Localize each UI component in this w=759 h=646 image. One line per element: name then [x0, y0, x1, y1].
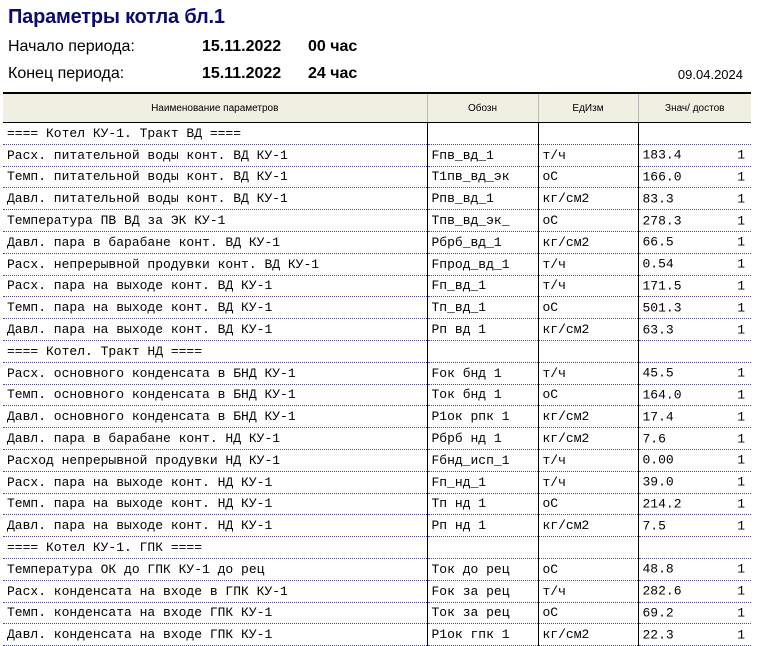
cell-code: Fпрод_вд_1	[427, 253, 538, 275]
reliability-count: 1	[737, 605, 745, 621]
reliability-count: 1	[737, 496, 745, 512]
period-start-hour: 00 час	[308, 38, 358, 55]
table-row	[3, 231, 751, 253]
cell-code	[427, 537, 538, 559]
table-row	[3, 406, 751, 428]
section-title: ==== Котел. Тракт НД ====	[3, 340, 427, 362]
cell-name: Расх. питательной воды конт. ВД КУ-1	[3, 144, 427, 166]
cell-unit: оС	[538, 166, 638, 188]
cell-value	[638, 362, 751, 384]
value-number: 282.6	[642, 583, 682, 599]
column-header-name: Наименование параметров	[3, 93, 427, 123]
table-row	[3, 493, 751, 515]
cell-code: Tок бнд 1	[427, 384, 538, 406]
table-row	[3, 297, 751, 319]
column-header-unit: ЕдИзм	[538, 93, 638, 123]
value-number: 7.6	[642, 431, 666, 447]
cell-unit: т/ч	[538, 449, 638, 471]
cell-name: Темп. пара на выходе конт. НД КУ-1	[3, 493, 427, 515]
cell-unit	[538, 340, 638, 362]
reliability-count: 1	[737, 191, 745, 207]
value-number: 63.3	[642, 322, 674, 338]
section-title: ==== Котел КУ-1. ГПК ====	[3, 537, 427, 559]
table-body	[3, 123, 751, 646]
cell-name: Температура ПВ ВД за ЭК КУ-1	[3, 210, 427, 232]
value-number: 45.5	[642, 365, 674, 381]
cell-name: Расход непрерывной продувки НД КУ-1	[3, 449, 427, 471]
cell-value	[638, 297, 751, 319]
table-row	[3, 210, 751, 232]
cell-value	[638, 275, 751, 297]
cell-value	[638, 253, 751, 275]
reliability-count: 1	[737, 278, 745, 294]
cell-name: Давл. питательной воды конт. ВД КУ-1	[3, 188, 427, 210]
period-end-hour: 24 час	[308, 65, 358, 82]
cell-value	[638, 319, 751, 341]
reliability-count: 1	[737, 169, 745, 185]
cell-code: Fп_нд_1	[427, 471, 538, 493]
cell-value	[638, 231, 751, 253]
cell-name: Темп. конденсата на входе ГПК КУ-1	[3, 602, 427, 624]
cell-code: Fбнд_исп_1	[427, 449, 538, 471]
cell-code: Fок бнд 1	[427, 362, 538, 384]
table-row	[3, 449, 751, 471]
cell-code: P1ок рпк 1	[427, 406, 538, 428]
cell-unit: оС	[538, 493, 638, 515]
cell-unit: т/ч	[538, 362, 638, 384]
cell-value	[638, 449, 751, 471]
reliability-count: 1	[737, 452, 745, 468]
table-header-row	[3, 93, 751, 123]
section-row	[3, 537, 751, 559]
reliability-count: 1	[737, 365, 745, 381]
cell-unit: кг/см2	[538, 624, 638, 646]
cell-name: Давл. пара в барабане конт. ВД КУ-1	[3, 231, 427, 253]
cell-name: Расх. конденсата на входе в ГПК КУ-1	[3, 580, 427, 602]
cell-code: T1пв_вд_эк	[427, 166, 538, 188]
cell-unit: оС	[538, 297, 638, 319]
cell-code: Fпв_вд_1	[427, 144, 538, 166]
cell-unit: т/ч	[538, 580, 638, 602]
cell-unit: т/ч	[538, 144, 638, 166]
cell-code: Pбрб нд 1	[427, 428, 538, 450]
cell-name: Давл. конденсата на входе ГПК КУ-1	[3, 624, 427, 646]
value-number: 39.0	[642, 474, 674, 490]
reliability-count: 1	[737, 322, 745, 338]
table-row	[3, 624, 751, 646]
cell-name: Темп. пара на выходе конт. ВД КУ-1	[3, 297, 427, 319]
reliability-count: 1	[737, 147, 745, 163]
table-row	[3, 188, 751, 210]
cell-name: Давл. основного конденсата в БНД КУ-1	[3, 406, 427, 428]
value-number: 48.8	[642, 561, 674, 577]
section-title: ==== Котел КУ-1. Тракт ВД ====	[3, 123, 427, 145]
cell-name: Расх. основного конденсата в БНД КУ-1	[3, 362, 427, 384]
cell-name: Темп. основного конденсата в БНД КУ-1	[3, 384, 427, 406]
cell-unit: кг/см2	[538, 515, 638, 537]
period-end-date: 15.11.2022	[202, 65, 282, 82]
cell-unit: т/ч	[538, 253, 638, 275]
cell-unit: кг/см2	[538, 319, 638, 341]
cell-unit: кг/см2	[538, 428, 638, 450]
table-row	[3, 515, 751, 537]
value-number: 166.0	[642, 169, 682, 185]
cell-unit: кг/см2	[538, 188, 638, 210]
cell-name: Расх. непрерывной продувки конт. ВД КУ-1	[3, 253, 427, 275]
reliability-count: 1	[737, 256, 745, 272]
print-date: 09.04.2024	[677, 67, 743, 82]
cell-code: Tок за рец	[427, 602, 538, 624]
reliability-count: 1	[737, 627, 745, 643]
column-header-value: Знач/ достов	[638, 93, 751, 123]
period-start-date: 15.11.2022	[202, 38, 282, 55]
reliability-count: 1	[737, 387, 745, 403]
value-number: 17.4	[642, 409, 674, 425]
cell-value	[638, 580, 751, 602]
table-row	[3, 428, 751, 450]
value-number: 171.5	[642, 278, 682, 294]
cell-code: Pпв_вд_1	[427, 188, 538, 210]
reliability-count: 1	[737, 234, 745, 250]
table-row	[3, 275, 751, 297]
cell-code: Tп нд 1	[427, 493, 538, 515]
value-number: 83.3	[642, 191, 674, 207]
value-number: 214.2	[642, 496, 682, 512]
cell-code	[427, 340, 538, 362]
parameters-table	[3, 92, 751, 646]
cell-code: P1ок гпк 1	[427, 624, 538, 646]
cell-unit: кг/см2	[538, 231, 638, 253]
reliability-count: 1	[737, 583, 745, 599]
cell-name: Расх. пара на выходе конт. ВД КУ-1	[3, 275, 427, 297]
value-number: 278.3	[642, 213, 682, 229]
table-row	[3, 384, 751, 406]
table-row	[3, 471, 751, 493]
value-number: 22.3	[642, 627, 674, 643]
cell-name: Давл. пара в барабане конт. НД КУ-1	[3, 428, 427, 450]
value-number: 0.00	[642, 452, 674, 468]
cell-code: Pбрб_вд_1	[427, 231, 538, 253]
cell-name: Давл. пара на выходе конт. НД КУ-1	[3, 515, 427, 537]
report-title: Параметры котла бл.1	[8, 6, 225, 28]
value-number: 164.0	[642, 387, 682, 403]
value-number: 66.5	[642, 234, 674, 250]
cell-unit: оС	[538, 384, 638, 406]
cell-code: Tпв_вд_эк_	[427, 210, 538, 232]
cell-code: Pп нд 1	[427, 515, 538, 537]
cell-value	[638, 602, 751, 624]
table-row	[3, 319, 751, 341]
cell-code: Tп_вд_1	[427, 297, 538, 319]
section-row	[3, 340, 751, 362]
cell-name: Темп. питательной воды конт. ВД КУ-1	[3, 166, 427, 188]
cell-value	[638, 624, 751, 646]
table-row	[3, 362, 751, 384]
cell-value	[638, 558, 751, 580]
table-row	[3, 580, 751, 602]
value-number: 69.2	[642, 605, 674, 621]
period-end-label: Конец периода:	[8, 65, 125, 82]
cell-code: Pп вд 1	[427, 319, 538, 341]
period-start-label: Начало периода:	[8, 38, 135, 55]
value-number: 7.5	[642, 518, 666, 534]
table-row	[3, 144, 751, 166]
cell-name: Расх. пара на выходе конт. НД КУ-1	[3, 471, 427, 493]
cell-unit: оС	[538, 210, 638, 232]
value-number: 183.4	[642, 147, 682, 163]
cell-value	[638, 406, 751, 428]
value-number: 501.3	[642, 300, 682, 316]
cell-unit	[538, 123, 638, 145]
reliability-count: 1	[737, 431, 745, 447]
table-row	[3, 253, 751, 275]
column-header-code: Обозн	[427, 93, 538, 123]
cell-unit: т/ч	[538, 471, 638, 493]
cell-value	[638, 123, 751, 145]
cell-code: Fок за рец	[427, 580, 538, 602]
cell-value	[638, 210, 751, 232]
cell-unit: оС	[538, 602, 638, 624]
cell-value	[638, 144, 751, 166]
reliability-count: 1	[737, 474, 745, 490]
cell-unit	[538, 537, 638, 559]
cell-value	[638, 340, 751, 362]
cell-value	[638, 188, 751, 210]
cell-value	[638, 384, 751, 406]
cell-name: Температура ОК до ГПК КУ-1 до рец	[3, 558, 427, 580]
cell-unit: кг/см2	[538, 406, 638, 428]
section-row	[3, 123, 751, 145]
cell-value	[638, 515, 751, 537]
reliability-count: 1	[737, 409, 745, 425]
cell-value	[638, 471, 751, 493]
cell-unit: оС	[538, 558, 638, 580]
cell-value	[638, 537, 751, 559]
cell-unit: т/ч	[538, 275, 638, 297]
cell-code: Tок до рец	[427, 558, 538, 580]
reliability-count: 1	[737, 518, 745, 534]
reliability-count: 1	[737, 300, 745, 316]
value-number: 0.54	[642, 256, 674, 272]
cell-value	[638, 166, 751, 188]
cell-code: Fп_вд_1	[427, 275, 538, 297]
cell-code	[427, 123, 538, 145]
table-row	[3, 558, 751, 580]
cell-value	[638, 493, 751, 515]
cell-value	[638, 428, 751, 450]
table-row	[3, 602, 751, 624]
reliability-count: 1	[737, 213, 745, 229]
reliability-count: 1	[737, 561, 745, 577]
table-row	[3, 166, 751, 188]
cell-name: Давл. пара на выходе конт. ВД КУ-1	[3, 319, 427, 341]
